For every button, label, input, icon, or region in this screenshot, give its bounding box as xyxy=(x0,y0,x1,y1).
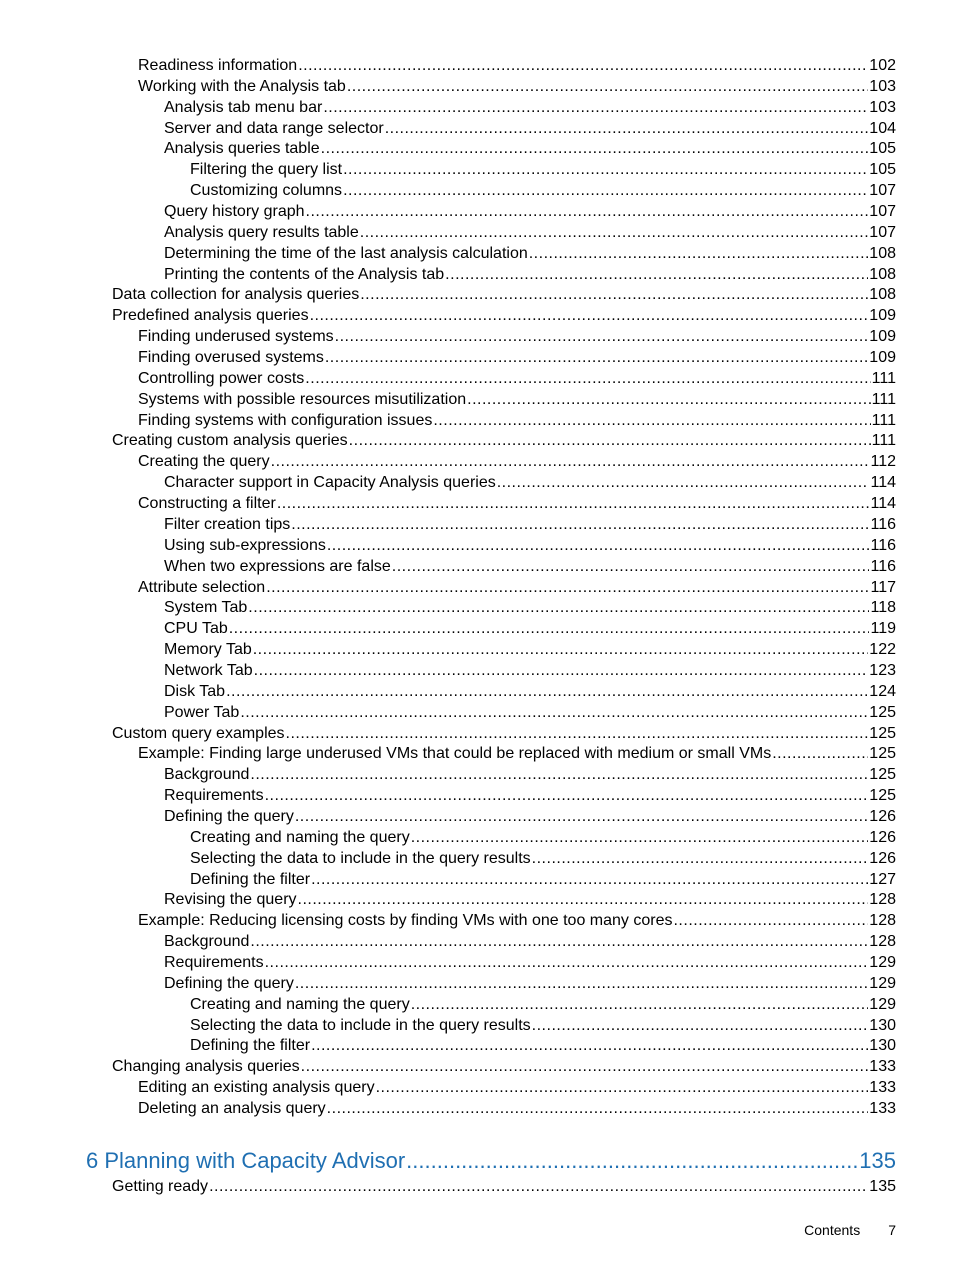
dot-leader xyxy=(433,410,870,431)
dot-leader xyxy=(323,97,868,118)
toc-entry-title[interactable]: Analysis tab menu bar xyxy=(164,98,323,116)
toc-entry-page[interactable]: 123 xyxy=(869,661,896,679)
dot-leader xyxy=(229,618,870,639)
toc-entry-title[interactable]: Creating and naming the query xyxy=(190,828,410,846)
toc-entry[interactable] xyxy=(164,472,896,493)
dot-leader xyxy=(291,514,869,535)
dot-leader xyxy=(467,389,871,410)
toc-entry[interactable] xyxy=(164,118,896,139)
toc-entry-page[interactable]: 128 xyxy=(869,891,896,909)
toc-entry-page[interactable]: 124 xyxy=(869,682,896,700)
toc-entry-title[interactable]: Controlling power costs xyxy=(138,369,305,387)
dot-leader xyxy=(497,472,870,493)
toc-entry-page[interactable]: 102 xyxy=(869,57,896,74)
dot-leader xyxy=(311,1035,868,1056)
toc-entry-title[interactable]: Using sub-expressions xyxy=(164,536,326,554)
toc-entry-title[interactable]: Filtering the query list xyxy=(190,161,343,179)
toc-entry[interactable] xyxy=(164,702,896,723)
toc-entry-title[interactable]: Finding systems with configuration issues xyxy=(138,411,433,429)
toc-entry[interactable] xyxy=(138,493,896,514)
toc-entry[interactable] xyxy=(164,931,896,952)
toc-entry[interactable] xyxy=(164,97,896,118)
toc-entry-page[interactable]: 119 xyxy=(870,620,896,638)
toc-entry-title[interactable]: Creating the query xyxy=(138,453,270,471)
toc-entry[interactable] xyxy=(164,618,896,639)
toc-entry-page[interactable]: 112 xyxy=(870,453,896,471)
dot-leader xyxy=(306,201,869,222)
toc-entry[interactable] xyxy=(138,1098,896,1119)
toc-entry[interactable] xyxy=(164,514,896,535)
toc-entry[interactable] xyxy=(138,451,896,472)
toc-entry[interactable] xyxy=(164,597,896,618)
toc-entry-page[interactable]: 107 xyxy=(869,203,896,221)
dot-leader xyxy=(298,889,869,910)
dot-leader xyxy=(532,1015,869,1036)
toc-entry-title[interactable]: Customizing columns xyxy=(190,182,343,200)
dot-leader xyxy=(295,806,868,827)
dot-leader xyxy=(321,138,869,159)
dot-leader xyxy=(529,243,869,264)
toc-entry-title[interactable]: Power Tab xyxy=(164,703,240,721)
dot-leader xyxy=(277,493,870,514)
toc-entry-page[interactable]: 109 xyxy=(869,349,896,367)
toc-entry[interactable] xyxy=(164,973,896,994)
toc-entry-title[interactable]: Finding overused systems xyxy=(138,349,324,367)
dot-leader xyxy=(360,284,868,305)
toc-entry-title[interactable]: Filter creation tips xyxy=(164,515,291,533)
toc-entry[interactable] xyxy=(138,55,896,76)
toc-entry-page[interactable]: 125 xyxy=(869,724,896,742)
toc-entry[interactable] xyxy=(138,326,896,347)
toc-entry-title[interactable]: Selecting the data to include in the query results xyxy=(190,1016,531,1034)
toc-entry[interactable] xyxy=(164,681,896,702)
toc-entry[interactable] xyxy=(138,1077,896,1098)
toc-entry-page[interactable]: 107 xyxy=(869,223,896,241)
dot-leader xyxy=(349,430,871,451)
toc-entry-page[interactable]: 125 xyxy=(869,787,896,805)
toc-entry-title[interactable]: Printing the contents of the Analysis tab xyxy=(164,265,445,283)
toc-entry[interactable] xyxy=(164,222,896,243)
toc-entry-page[interactable]: 129 xyxy=(869,953,896,971)
toc-entry-page[interactable]: 127 xyxy=(869,870,896,888)
toc-entry[interactable] xyxy=(112,1056,896,1077)
toc-entry-title[interactable]: Creating custom analysis queries xyxy=(112,432,348,450)
dot-leader xyxy=(360,222,869,243)
toc-entry[interactable] xyxy=(164,889,896,910)
toc-entry-page[interactable]: 133 xyxy=(869,1100,896,1117)
toc-entry-page[interactable]: 133 xyxy=(869,1058,896,1076)
toc-entry-title[interactable]: Editing an existing analysis query xyxy=(138,1079,375,1097)
toc-entry[interactable] xyxy=(164,639,896,660)
dot-leader xyxy=(347,76,868,97)
toc-entry-title[interactable]: Changing analysis queries xyxy=(112,1058,300,1076)
toc-entry-title[interactable]: Requirements xyxy=(164,787,264,805)
toc-entry-page[interactable]: 125 xyxy=(869,766,896,784)
toc-entry-title[interactable]: When two expressions are false xyxy=(164,557,391,575)
toc-entry-page[interactable]: 103 xyxy=(869,77,896,95)
chapter-6-link[interactable] xyxy=(86,1147,896,1175)
toc-entry-page[interactable]: 133 xyxy=(869,1079,896,1097)
toc-entry-page[interactable]: 111 xyxy=(871,411,896,429)
toc-entry-title[interactable]: Query history graph xyxy=(164,203,305,221)
toc-entry-title[interactable]: Getting ready xyxy=(112,1178,209,1195)
toc-entry[interactable] xyxy=(164,764,896,785)
toc-entry-title[interactable]: Disk Tab xyxy=(164,682,226,700)
chapter-title[interactable]: 6 Planning with Capacity Advisor xyxy=(86,1148,406,1173)
toc-entry-page[interactable]: 105 xyxy=(869,140,896,158)
footer-label: Contents xyxy=(804,1222,861,1238)
dot-leader xyxy=(298,55,868,76)
dot-leader xyxy=(248,597,869,618)
toc-entry[interactable] xyxy=(190,994,896,1015)
toc-entry-title[interactable]: Constructing a filter xyxy=(138,495,276,513)
toc-entry-title[interactable]: Custom query examples xyxy=(112,724,285,742)
toc-entry[interactable] xyxy=(164,785,896,806)
toc-entry-title[interactable]: Predefined analysis queries xyxy=(112,307,309,325)
toc-entry-title[interactable]: Requirements xyxy=(164,953,264,971)
dot-leader xyxy=(254,660,869,681)
toc-entry[interactable] xyxy=(190,1035,896,1056)
toc-entry-title[interactable]: Creating and naming the query xyxy=(190,995,410,1013)
toc-entry-page[interactable]: 104 xyxy=(869,119,896,137)
dot-leader xyxy=(335,326,869,347)
toc-entry[interactable] xyxy=(164,264,896,285)
dot-leader xyxy=(325,347,868,368)
toc-entry-title[interactable]: Analysis query results table xyxy=(164,223,359,241)
chapter-page[interactable]: 135 xyxy=(859,1148,896,1173)
toc-entry[interactable] xyxy=(138,743,896,764)
dot-leader xyxy=(392,556,870,577)
toc-entry-page[interactable]: 109 xyxy=(869,307,896,325)
toc-entry-title[interactable]: Defining the filter xyxy=(190,870,311,888)
toc-entry-title[interactable]: Readiness information xyxy=(138,57,298,74)
dot-leader xyxy=(327,1098,869,1119)
toc-entry-page[interactable]: 135 xyxy=(869,1178,896,1195)
dot-leader xyxy=(240,702,868,723)
toc-entry[interactable] xyxy=(190,1015,896,1036)
toc-entry[interactable] xyxy=(138,76,896,97)
toc-entry-page[interactable]: 125 xyxy=(869,703,896,721)
dot-leader xyxy=(266,577,869,598)
toc-entry[interactable] xyxy=(138,389,896,410)
toc-entry[interactable] xyxy=(190,869,896,890)
toc-entry[interactable] xyxy=(164,660,896,681)
toc-entry[interactable] xyxy=(164,535,896,556)
toc-entry-page[interactable]: 116 xyxy=(870,536,896,554)
toc-entry-page[interactable]: 108 xyxy=(869,286,896,304)
dot-leader xyxy=(673,910,868,931)
dot-leader xyxy=(265,952,869,973)
toc-entry-title[interactable]: Selecting the data to include in the query results xyxy=(190,849,531,867)
toc-entry[interactable] xyxy=(190,827,896,848)
toc-entry-title[interactable]: Server and data range selector xyxy=(164,119,384,137)
toc-entry[interactable] xyxy=(112,284,896,305)
toc-entry-page[interactable]: 107 xyxy=(869,182,896,200)
dot-leader xyxy=(343,159,868,180)
dot-leader xyxy=(532,848,869,869)
toc-entry-title[interactable]: Finding underused systems xyxy=(138,328,334,346)
toc-entry-title[interactable]: Attribute selection xyxy=(138,578,266,596)
toc-entry[interactable] xyxy=(138,347,896,368)
toc-entry-title[interactable]: Determining the time of the last analysis calculation xyxy=(164,244,528,262)
dot-leader xyxy=(406,1147,858,1175)
toc-entry-title[interactable]: Systems with possible resources misutilization xyxy=(138,390,467,408)
toc-entry-page[interactable]: 129 xyxy=(869,995,896,1013)
toc-entry-page[interactable]: 126 xyxy=(869,807,896,825)
toc-entry[interactable] xyxy=(112,305,896,326)
toc-entry-title[interactable]: Analysis queries table xyxy=(164,140,320,158)
toc-entry-page[interactable]: 111 xyxy=(871,432,896,450)
page-footer xyxy=(804,1222,896,1238)
toc-entry-page[interactable]: 105 xyxy=(869,161,896,179)
dot-leader xyxy=(209,1176,868,1197)
toc-entry[interactable] xyxy=(112,430,896,451)
toc-entry-page[interactable]: 126 xyxy=(869,849,896,867)
toc-entry-title[interactable]: Example: Finding large underused VMs that could be replaced with medium or small VMs xyxy=(138,745,772,763)
footer-page-number: 7 xyxy=(888,1222,896,1238)
toc-entry-title[interactable]: Defining the query xyxy=(164,974,294,992)
toc-entry-title[interactable]: Defining the query xyxy=(164,807,294,825)
toc-entry-page[interactable]: 108 xyxy=(869,244,896,262)
toc-entry-page[interactable]: 114 xyxy=(870,474,896,492)
toc-entry-title[interactable]: Background xyxy=(164,766,250,784)
toc-entry-page[interactable]: 111 xyxy=(871,390,896,408)
toc-entry-page[interactable]: 126 xyxy=(869,828,896,846)
toc-entry-page[interactable]: 128 xyxy=(869,933,896,951)
dot-leader xyxy=(343,180,868,201)
toc-entry-title[interactable]: Memory Tab xyxy=(164,641,252,659)
dot-leader xyxy=(301,1056,869,1077)
toc-entry[interactable] xyxy=(164,243,896,264)
toc-entry-page[interactable]: 114 xyxy=(870,495,896,513)
toc-entry-page[interactable]: 125 xyxy=(869,745,896,763)
toc-entry[interactable] xyxy=(138,410,896,431)
toc-entry[interactable] xyxy=(164,952,896,973)
toc-entry-page[interactable]: 103 xyxy=(869,98,896,116)
dot-leader xyxy=(305,368,870,389)
toc-entry-page[interactable]: 122 xyxy=(869,641,896,659)
toc-entry[interactable] xyxy=(190,159,896,180)
dot-leader xyxy=(411,827,869,848)
toc-entry-page[interactable]: 116 xyxy=(870,515,896,533)
toc-entry[interactable] xyxy=(138,577,896,598)
toc-entry[interactable] xyxy=(190,848,896,869)
dot-leader xyxy=(376,1077,869,1098)
toc-entry-page[interactable]: 108 xyxy=(869,265,896,283)
dot-leader xyxy=(327,535,870,556)
toc-entry[interactable] xyxy=(164,138,896,159)
toc-entry-page[interactable]: 117 xyxy=(870,578,896,596)
toc-entry-title[interactable]: CPU Tab xyxy=(164,620,228,638)
toc-entry-title[interactable]: Deleting an analysis query xyxy=(138,1100,326,1117)
toc-entry[interactable] xyxy=(138,910,896,931)
dot-leader xyxy=(445,264,868,285)
dot-leader xyxy=(411,994,869,1015)
toc-entry-page[interactable]: 130 xyxy=(869,1016,896,1034)
toc-entry[interactable] xyxy=(138,368,896,389)
toc-entry-title[interactable]: Network Tab xyxy=(164,661,253,679)
toc-entry[interactable] xyxy=(164,806,896,827)
dot-leader xyxy=(311,869,868,890)
dot-leader xyxy=(265,785,869,806)
toc-entry-page[interactable]: 128 xyxy=(869,912,896,930)
toc-entry-page[interactable]: 118 xyxy=(870,599,896,617)
toc-entry-title[interactable]: Background xyxy=(164,933,250,951)
dot-leader xyxy=(271,451,870,472)
toc-entry[interactable] xyxy=(164,201,896,222)
dot-leader xyxy=(253,639,869,660)
toc-entry-page[interactable]: 109 xyxy=(869,328,896,346)
toc-entry-title[interactable]: Defining the filter xyxy=(190,1037,311,1055)
toc-entry[interactable] xyxy=(112,723,896,744)
toc-entry-title[interactable]: Working with the Analysis tab xyxy=(138,77,346,95)
dot-leader xyxy=(772,743,868,764)
toc-entry-title[interactable]: System Tab xyxy=(164,599,248,617)
toc-entry-title[interactable]: Revising the query xyxy=(164,891,297,909)
dot-leader xyxy=(250,764,868,785)
toc-entry[interactable] xyxy=(190,180,896,201)
dot-leader xyxy=(295,973,868,994)
dot-leader xyxy=(250,931,868,952)
dot-leader xyxy=(226,681,868,702)
toc-entry-page[interactable]: 129 xyxy=(869,974,896,992)
dot-leader xyxy=(286,723,869,744)
toc-entry-page[interactable]: 111 xyxy=(871,369,896,387)
toc-entry[interactable] xyxy=(112,1176,896,1197)
toc-entry-title[interactable]: Character support in Capacity Analysis queries xyxy=(164,474,496,492)
dot-leader xyxy=(385,118,869,139)
toc-entry[interactable] xyxy=(164,556,896,577)
dot-leader xyxy=(310,305,869,326)
toc-entry-title[interactable]: Data collection for analysis queries xyxy=(112,286,360,304)
toc-entry-page[interactable]: 116 xyxy=(870,557,896,575)
toc-entry-title[interactable]: Example: Reducing licensing costs by finding VMs with one too many cores xyxy=(138,912,673,930)
toc-entry-page[interactable]: 130 xyxy=(869,1037,896,1055)
